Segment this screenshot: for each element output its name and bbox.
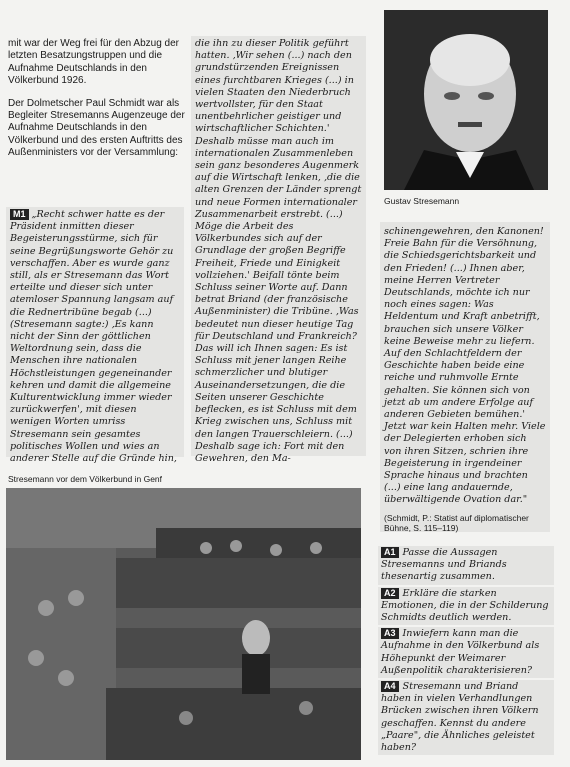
task-a3 xyxy=(378,627,554,678)
quote-box-left xyxy=(6,207,184,465)
quote-text-left: „Recht schwer hatte es der Präsident inmitten dieser Begeisterungsstürme, sich für seine Begrüßungsworte Gehör zu verschaffen. Aber es wurde ganz still, als er Stresemann das Wort erteilte und dieser sich unter atemloser Spannung langsam auf die Rednertribüne begab (...) (Stresemann sagte:) ‚Es kann nicht der Sinn der göttlichen Weltordnung sein, dass die Menschen ihre nationalen Höchstleistungen gegeneinander kehren und damit die allgemeine Kulturentwicklung immer wieder zurückwerfen', mit diesen wenigen Worten umriss Stresemann sein gesamtes politisches Wollen und wies an anderer Stelle auf die Gründe hin, xyxy=(10,209,177,465)
intro-text xyxy=(8,38,188,170)
task-tag: A2 xyxy=(381,588,399,599)
assembly-photo xyxy=(6,488,361,760)
task-text: Passe die Aussagen Stresemanns und Briands thesenartig zusammen. xyxy=(381,547,507,583)
task-a4 xyxy=(378,680,554,755)
task-tag: A1 xyxy=(381,547,399,558)
quote-box-middle xyxy=(191,36,366,464)
task-text: Inwiefern kann man die Aufnahme in den Völkerbund als Höhepunkt der Weimarer Außenpolitik charakterisieren? xyxy=(381,628,540,676)
quote-text-middle: die ihn zu dieser Politik geführt hatten. ‚Wir sehen (...) nach den grundstürzenden Ereignissen eines furchtbaren Krieges (...) in vielen Staaten den Niederbruch wertvollster, für den Staat unentbehrlicher geistiger und wirtschaftlicher Schichten.' Deshalb müsse man auch im internationalen Zusammenleben sein ganz besonderes Augenmerk auf die Wirtschaft lenken, ‚die die alten Grenzen der Länder sprengt und neue Formen internationaler Zusammenarbeit erstrebt. (...) Möge die Arbeit des Völkerbundes sich auf der Grundlage der großen Begriffe Freiheit, Friede und Einigkeit vollziehen.' Beifall tönte beim Schluss seiner Worte auf. Dann betrat Briand (der französische Außenminister) die Tribüne. ‚Was bedeutet nun dieser heutige Tag für Deutschland und Frankreich? Das will ich Ihnen sagen: Es ist Schluss mit jener langen Reihe schmerzlicher und blutiger Auseinandersetzungen, die die Seiten unserer Geschichte beflecken, es ist Schluss mit dem Krieg zwischen uns, Schluss mit den langen Trauerschleiern. (...) Deshalb sage ich: Fort mit den Gewehren, den Ma- xyxy=(195,38,362,464)
task-list xyxy=(378,546,554,757)
task-a1 xyxy=(378,546,554,585)
task-a2 xyxy=(378,587,554,626)
task-text: Stresemann und Briand haben in vielen Verhandlungen Brücken zwischen ihren Völkern geschaffen. Kennst du andere „Paare", die Ähnliches geleistet haben? xyxy=(381,681,539,754)
quote-source: (Schmidt, P.: Statist auf diplomatischer Bühne, S. 115–119) xyxy=(384,512,529,534)
photo-caption: Stresemann vor dem Völkerbund in Genf xyxy=(8,474,163,484)
task-tag: A3 xyxy=(381,628,399,639)
portrait-photo xyxy=(384,10,548,190)
intro-paragraph-1: mit war der Weg frei für den Abzug der letzten Besatzungstruppen und die Aufnahme Deutschlands in den Völkerbund 1926. xyxy=(8,38,180,87)
quote-text-right: schinengewehren, den Kanonen! Freie Bahn für die Versöhnung, die Schiedsgerichtsbarkeit und den Frieden! (...) Ihnen aber, meine Herren Vertreter Deutschlands, möchte ich nur noch eines sagen: Was Heldentum und Kraft anbetrifft, brauchen sich unsere Völker keine Beweise mehr zu liefern. Auf den Schlachtfeldern der Geschichte haben beide eine reiche und ruhmvolle Ernte gehalten. Sie können sich von jetzt ab um andere Erfolge auf anderen Gebieten bemühen.' Jetzt war kein Halten mehr. Viele der Delegierten erhoben sich von ihren Sitzen, schrien ihre Begeisterung in irgendeiner Sprache hinaus und brachten (...) eine lang andauernde, überwältigende Ovation dar." xyxy=(384,226,546,506)
task-tag: A4 xyxy=(381,681,399,692)
source-marker-m1: M1 xyxy=(10,209,29,220)
intro-paragraph-2: Der Dolmetscher Paul Schmidt war als Begleiter Stresemanns Augenzeuge der Aufnahme Deutschlands in den Völkerbund und des ersten Auftritts des Außenministers vor der Versammlung: xyxy=(8,97,185,159)
task-text: Erkläre die starken Emotionen, die in der Schilderung Schmidts deutlich werden. xyxy=(381,587,549,624)
quote-box-right xyxy=(380,222,550,532)
portrait-caption: Gustav Stresemann xyxy=(384,196,460,206)
